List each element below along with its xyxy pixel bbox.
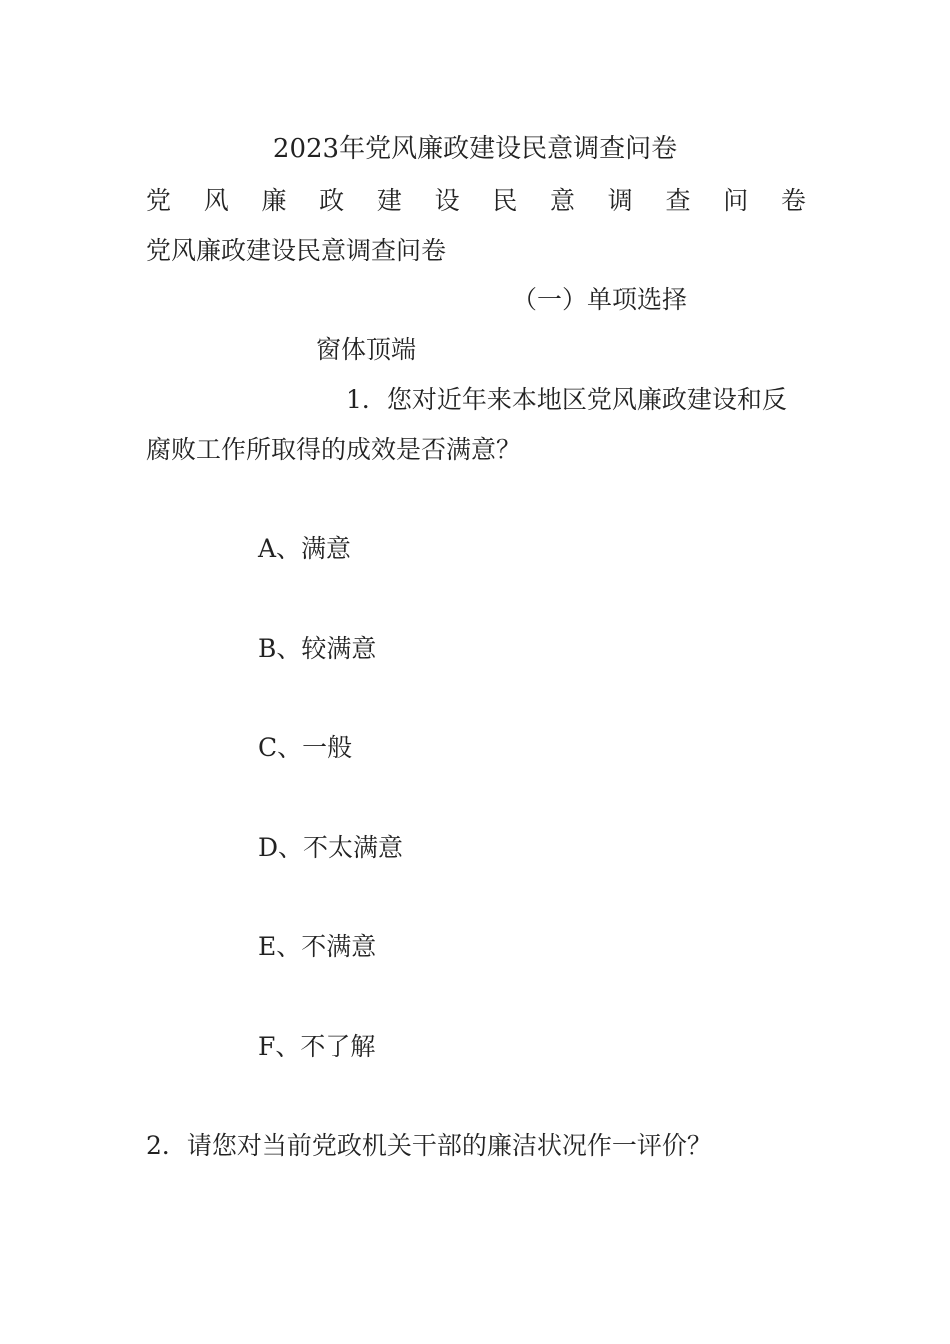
document-subtitle: 党风廉政建设民意调查问卷 [146,236,447,265]
spaced-char: 问 [723,186,749,215]
spaced-char: 查 [665,186,691,215]
form-top-label: 窗体顶端 [316,335,417,364]
question-1-option-f[interactable]: F、不了解 [258,1032,376,1061]
spaced-char: 意 [550,186,576,215]
spaced-char: 风 [203,186,229,215]
spaced-char: 卷 [780,186,806,215]
question-1-option-a[interactable]: A、满意 [258,534,352,563]
spaced-char: 民 [492,186,518,215]
question-1-text: 1．您对近年来本地区党风廉政建设和反 [346,385,787,414]
question-1-option-d[interactable]: D、不太满意 [258,833,404,862]
question-1-option-b[interactable]: B、较满意 [258,634,377,663]
spaced-char: 建 [376,186,402,215]
spaced-heading [146,184,806,218]
question-1-option-c[interactable]: C、一般 [258,733,353,762]
question-1-option-e[interactable]: E、不满意 [258,932,377,961]
section-label: （一）单项选择 [512,285,688,314]
question-2-text: 2．请您对当前党政机关干部的廉洁状况作一评价？ [146,1131,712,1160]
spaced-char: 设 [434,186,460,215]
spaced-char: 廉 [261,186,287,215]
spaced-char: 党 [146,186,172,215]
document-title: 2023年党风廉政建设民意调查问卷 [272,134,678,164]
spaced-char: 政 [319,186,345,215]
spaced-char: 调 [607,186,633,215]
question-1-text-continued: 腐败工作所取得的成效是否满意？ [146,435,522,464]
